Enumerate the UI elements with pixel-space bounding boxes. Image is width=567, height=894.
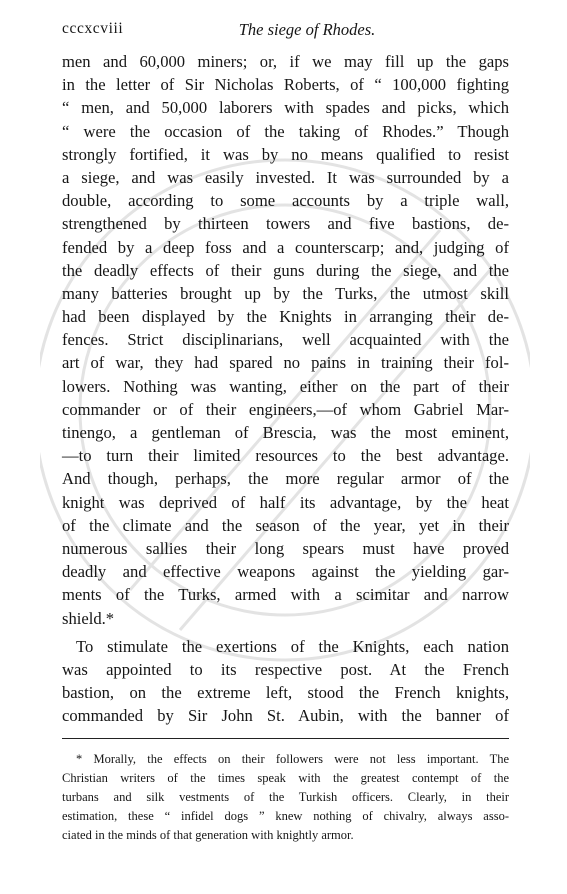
text-line: strongly fortified, it was by no means qualified to resist [62,144,509,164]
footnote-line: turbans and silk vestments of the Turkish officers. Clearly, in their [62,790,509,804]
text-line: lowers. Nothing was wanting, either on the part of their [62,376,509,396]
text-line: many batteries brought up by the Turks, the utmost skill [62,283,509,303]
text-line: And though, perhaps, the more regular armor of the [62,469,509,489]
text-line: To stimulate the exertions of the Knights, each nation [76,636,509,656]
footnote-line: ciated in the minds of that generation with knightly armor. [62,828,354,842]
footnote-line: * Morally, the effects on their followers were not less important. The [76,752,509,766]
text-line: commander or of their engineers,—of whom Gabriel Mar- [62,399,509,419]
text-line: —to turn their limited resources to the best advantage. [62,446,509,466]
body-text [62,50,509,727]
text-line: had been displayed by the Knights in arranging their de- [62,307,509,327]
footnote [62,750,509,845]
text-line: ments of the Turks, armed with a scimitar and narrow [62,585,509,605]
text-line: knight was deprived of half its advantage, by the heat [62,492,509,512]
running-title: The siege of Rhodes. [238,20,376,39]
text-line: commanded by Sir John St. Aubin, with the banner of [62,706,509,726]
text-line: “ men, and 50,000 laborers with spades and picks, which [62,98,509,118]
text-line: double, according to some accounts by a triple wall, [62,191,509,211]
footnote-line: estimation, these “ infidel dogs ” knew nothing of chivalry, always asso- [62,809,509,823]
footnote-rule [62,738,509,739]
text-line: of the climate and the season of the year, yet in their [62,515,509,535]
text-line: a siege, and was easily invested. It was surrounded by a [62,167,509,187]
text-line: strengthened by thirteen towers and five bastions, de- [62,214,509,234]
text-line: tinengo, a gentleman of Brescia, was the most eminent, [62,423,509,442]
text-line: fended by a deep foss and a counterscarp; and, judging of [62,237,509,257]
text-line: art of war, they had spared no pains in training their fol- [62,353,509,373]
text-line: “ were the occasion of the taking of Rhodes.” Though [62,121,509,141]
running-head [62,20,512,42]
text-line: fences. Strict disciplinarians, well acquainted with the [62,330,509,350]
text-line: was appointed to its respective post. At the French [62,659,509,679]
text-line: the deadly effects of their guns during the siege, and the [62,260,509,280]
text-line: men and 60,000 miners; or, if we may fill up the gaps [62,52,509,71]
footnote-line: Christian writers of the times speak with the greatest contempt of the [62,771,509,785]
text-line: numerous sallies their long spears must have proved [62,538,509,558]
text-line: shield.* [62,608,115,628]
text-line: bastion, on the extreme left, stood the French knights, [62,683,509,703]
page-number: cccxcviii [62,20,124,37]
text-line: in the letter of Sir Nicholas Roberts, of “ 100,000 fighting [62,75,509,95]
text-line: deadly and effective weapons against the yielding gar- [62,562,509,582]
